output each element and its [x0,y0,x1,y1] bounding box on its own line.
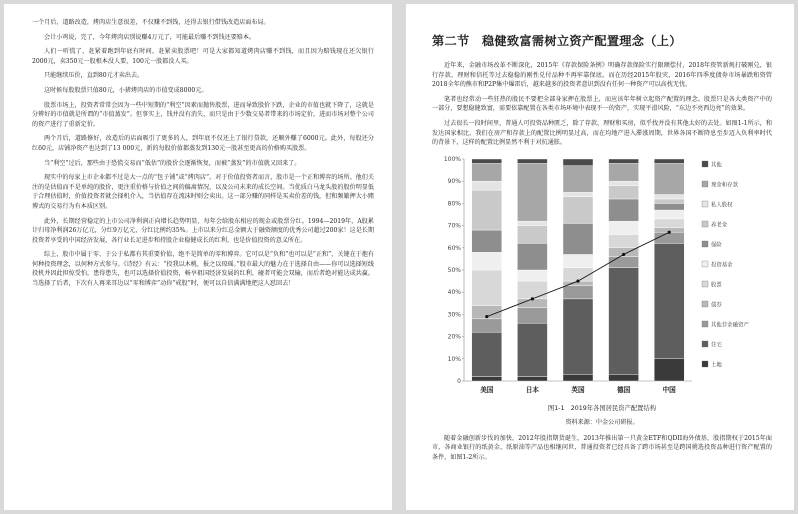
paragraph: 近年来，金融市场改革不断深化，2015年《存款保险条例》明确存款保险实行限额偿付，2018年资管新规打破刚兑，银行存款、理财和信托等过去稳稳的刚性兑付品种不再牢靠保底。而在历经2015年股灾，2016年四季度债券市场暴跌和资管2018全年的熊市和P2P集中爆雷后，越来越多的投资者意识到没有任何一种资产可以高枕无忧。 [432,62,772,89]
bar-segment [654,219,684,228]
bar-segment [563,223,593,254]
legend-label: 保险 [711,242,722,249]
paragraph: 股票市场上，投资者常常会因为一些中短期的“利空”因素而抛售股票，进而导致股价下跌，企业的市值也就下降了，这就是分辨好的市值就是所谓的“市值蒸发”。但事实上，钱并没有消失，而只是由于少数交易者带来的市场定价，进而市场对整个公司的资产进行了重新定价。 [32,101,374,128]
x-category-label: 德国 [617,385,631,394]
trend-point [531,297,534,300]
legend-label: 养老金 [711,222,728,229]
figure-caption: 图1-1 2019年各国居民资产配置结构 [547,404,657,412]
bar-segment [472,252,502,270]
legend-label: 其他 [711,162,722,169]
legend-label: 现金和存款 [711,182,738,189]
asset-allocation-chart [432,153,772,401]
bar-segment [472,181,502,190]
bar-segment [609,256,639,267]
y-tick-label: 90% [447,177,461,185]
bar-segment [654,159,684,163]
paragraph: 这时候每股股票只值80元，小猪烤肉店的市值变成8000元。 [44,86,208,94]
bar-segment [517,159,547,163]
bar-segment [563,192,593,196]
bar-segment [563,165,593,192]
y-tick-label: 50% [447,266,461,274]
right-page [406,4,794,510]
legend-swatch [702,341,708,347]
legend-label: 其他非金融资产 [711,322,749,329]
bar-segment [472,190,502,230]
trend-point [668,230,671,233]
trend-point [622,253,625,256]
paragraph: 当“利空”过后，那些由于恐慌交易而“低估”的股价会逐渐恢复，而被“蒸发”的市值就又回来了。 [44,159,301,167]
bar-segment [654,163,684,194]
legend-swatch [702,221,708,227]
y-tick-label: 0 [457,377,461,385]
bar-segment [609,163,639,181]
paragraph: 会计小鸡说，完了，今年烤肉店别说赚4万元了，可能最后赚不到钱还要赔本。 [44,33,256,41]
bar-segment [609,374,639,381]
bar-segment [472,163,502,181]
legend-swatch [702,281,708,287]
bar-segment [609,234,639,247]
legend-swatch [702,161,708,167]
bar-segment [609,268,639,375]
paragraph: 只能继续压价，直到80元才卖出去。 [44,72,144,80]
bar-segment [654,203,684,210]
legend-swatch [702,321,708,327]
x-category-label: 英国 [571,385,585,394]
paragraph: 现实中的每家上市企业都不过是大一点的“包子铺”或“烤肉店”。对于价值投资者而言，股市是一个正和博弈的场所。他们关注的是估值而不是单纯的股价，更注重价格与价值之间的偏离情况，以及公司未来的成长空间。当优质白马龙头股的股价明显低于合理估值时，价值投资者就会择机介入，当估值存在流沫时则会卖出。这一部分赚的同样是买卖价差的钱，但和频繁押大小赌博式的交易行为有本质区别。 [32,174,374,210]
bar-segment [563,159,593,166]
trend-point [576,279,579,282]
legend-swatch [702,241,708,247]
legend-swatch [702,301,708,307]
bar-segment [563,268,593,281]
paragraph: 一个月后，道路改造，烤肉店生意很差，不仅赚不到钱，还得去银行借钱改造店面布局。 [32,19,270,26]
bar-segment [654,199,684,203]
y-tick-label: 30% [447,311,461,319]
y-tick-label: 80% [447,200,461,208]
y-tick-label: 20% [447,333,461,341]
trend-point [485,315,488,318]
bar-segment [609,181,639,185]
legend-label: 私人股权 [711,202,733,209]
bar-segment [563,374,593,381]
legend-label: 住宅 [711,342,722,349]
x-category-label: 中国 [662,385,676,394]
bar-segment [517,163,547,221]
bar-segment [563,299,593,374]
bar-segment [472,376,502,380]
bar-segment [654,194,684,198]
bar-segment [563,285,593,298]
bar-segment [472,270,502,306]
y-tick-label: 100% [443,155,461,163]
legend-swatch [702,181,708,187]
bar-segment [517,221,547,225]
legend-label: 债券 [711,302,722,309]
y-tick-label: 40% [447,288,461,296]
bar-segment [563,254,593,267]
bar-segment [517,323,547,376]
bar-segment [472,230,502,252]
left-page [4,4,392,510]
legend-label: 投资基金 [711,262,733,269]
bar-segment [472,332,502,376]
bar-segment [609,159,639,163]
bar-segment [654,243,684,358]
bar-segment [654,210,684,219]
bar-segment [654,359,684,381]
bar-segment [517,270,547,281]
figure-source: 资料来源：中金公司研报。 [565,418,639,426]
bar-segment [609,199,639,221]
paragraph: 随着金融创新步伐的加快，2012年股指期货诞生，2013年推出第一只黄金ETF和QDII海外债基，股指期权于2015年面市，各商业银行的纸黄金、纸原油等产品也相继问世，普通投资者已经具备了跨市场甚至是跨国挑选投资品种进行资产配置的条件，如图1-2所示。 [432,434,772,461]
bar-segment [563,196,593,223]
x-category-label: 美国 [480,385,494,394]
bar-segment [517,376,547,380]
bar-segment [609,185,639,198]
bar-segment [609,221,639,234]
bar-segment [517,281,547,299]
paragraph: 笔者也经常动一些狂热的股民不要把全部身家押在股票上，而应该年年树立起资产配置的理念。股票只是各大类资产中的一部分，要想稳健致富，需要依靠配置在各类市场环境中表现不一的资产，实现平滑风险，“东边不亮西边亮”的效果。 [432,95,772,113]
paragraph: 人们一听慌了，赶紧着跑到年底有时间，赶紧卖股票吧！可是大家都知道烤肉店赚不到钱，而且因为赔钱现在还欠银行2000元，卖350元一股根本没人要，100元一股都没人买。 [32,48,374,65]
paragraph: 两个月后，道路修好，改造后的店面吸引了更多的人，到年底不仅还上了银行贷款，还顺外赚了6000元。此外，每股还分红60元，店铺净资产也达到了13 000元，新的每股价值都蒸发到130元一股甚至更高的价格购买股票。 [32,135,374,152]
bar-segment [517,307,547,323]
paragraph: 过去很长一段时间里，普通人可投资品种匮乏，除了存款、理财和买房，似乎找并没有其他太好的去处。如图1-1所示，和发达国家相比，我们在房产和存款上的配置比例明显过高，而在均地产进入滞涨周期，世界各国不断降息至步迈入负利率时代的背景下，这样的配置比例显然不利于对抗通胀。 [432,119,772,147]
legend-label: 股票 [711,282,722,289]
legend-swatch [702,201,708,207]
y-tick-label: 70% [447,222,461,230]
bar-segment [517,225,547,243]
y-tick-label: 10% [447,355,461,363]
paragraph: 此外，长期经营稳定的上市公司净利润正向增长趋势明显，每年会给股东相应的现金或股票分红。1994—2019年，A股累计归母净利润26万亿元，分红9万亿元，分红比例约35%。上市以来分红总金额大于融资额度的优秀公司超过200家！这是长期投资者享受的中国经济发展，各行业长足进步和持股企业稳健成长的红利，也是价值投资的意义所在。 [32,217,374,244]
legend-label: 土地 [711,362,722,369]
section-title: 第二节 稳健致富需树立资产配置理念（上） [432,34,682,48]
bar-segment [472,319,502,332]
legend-swatch [702,361,708,367]
bar-segment [517,243,547,270]
y-tick-label: 60% [447,244,461,252]
x-category-label: 日本 [525,385,539,394]
bar-segment [472,159,502,163]
paragraph: 综上，股市中属于零、于公于私都有其重要价值，绝不是简单的零和博弈。它可以是“负和”也可以是“正和”，关键在于抱有何种投资理念，以何种方式参与。《诗经》有云：“投我以木桃，报之以琼瑶。”股市最大的魅力在于选择自由——你可以选择短线投机并因此担惊受怕，患得患失，也可以选择价值投资，畅享祖国经济发展的红利，碰者可能会双输，而后者绝对能达成共赢。当选择了后者，下次有人再来耳边以“零和博弈”动你“戒股”时，便可以自信满满地把这人怼回去！ [32,251,374,288]
legend-swatch [702,261,708,267]
